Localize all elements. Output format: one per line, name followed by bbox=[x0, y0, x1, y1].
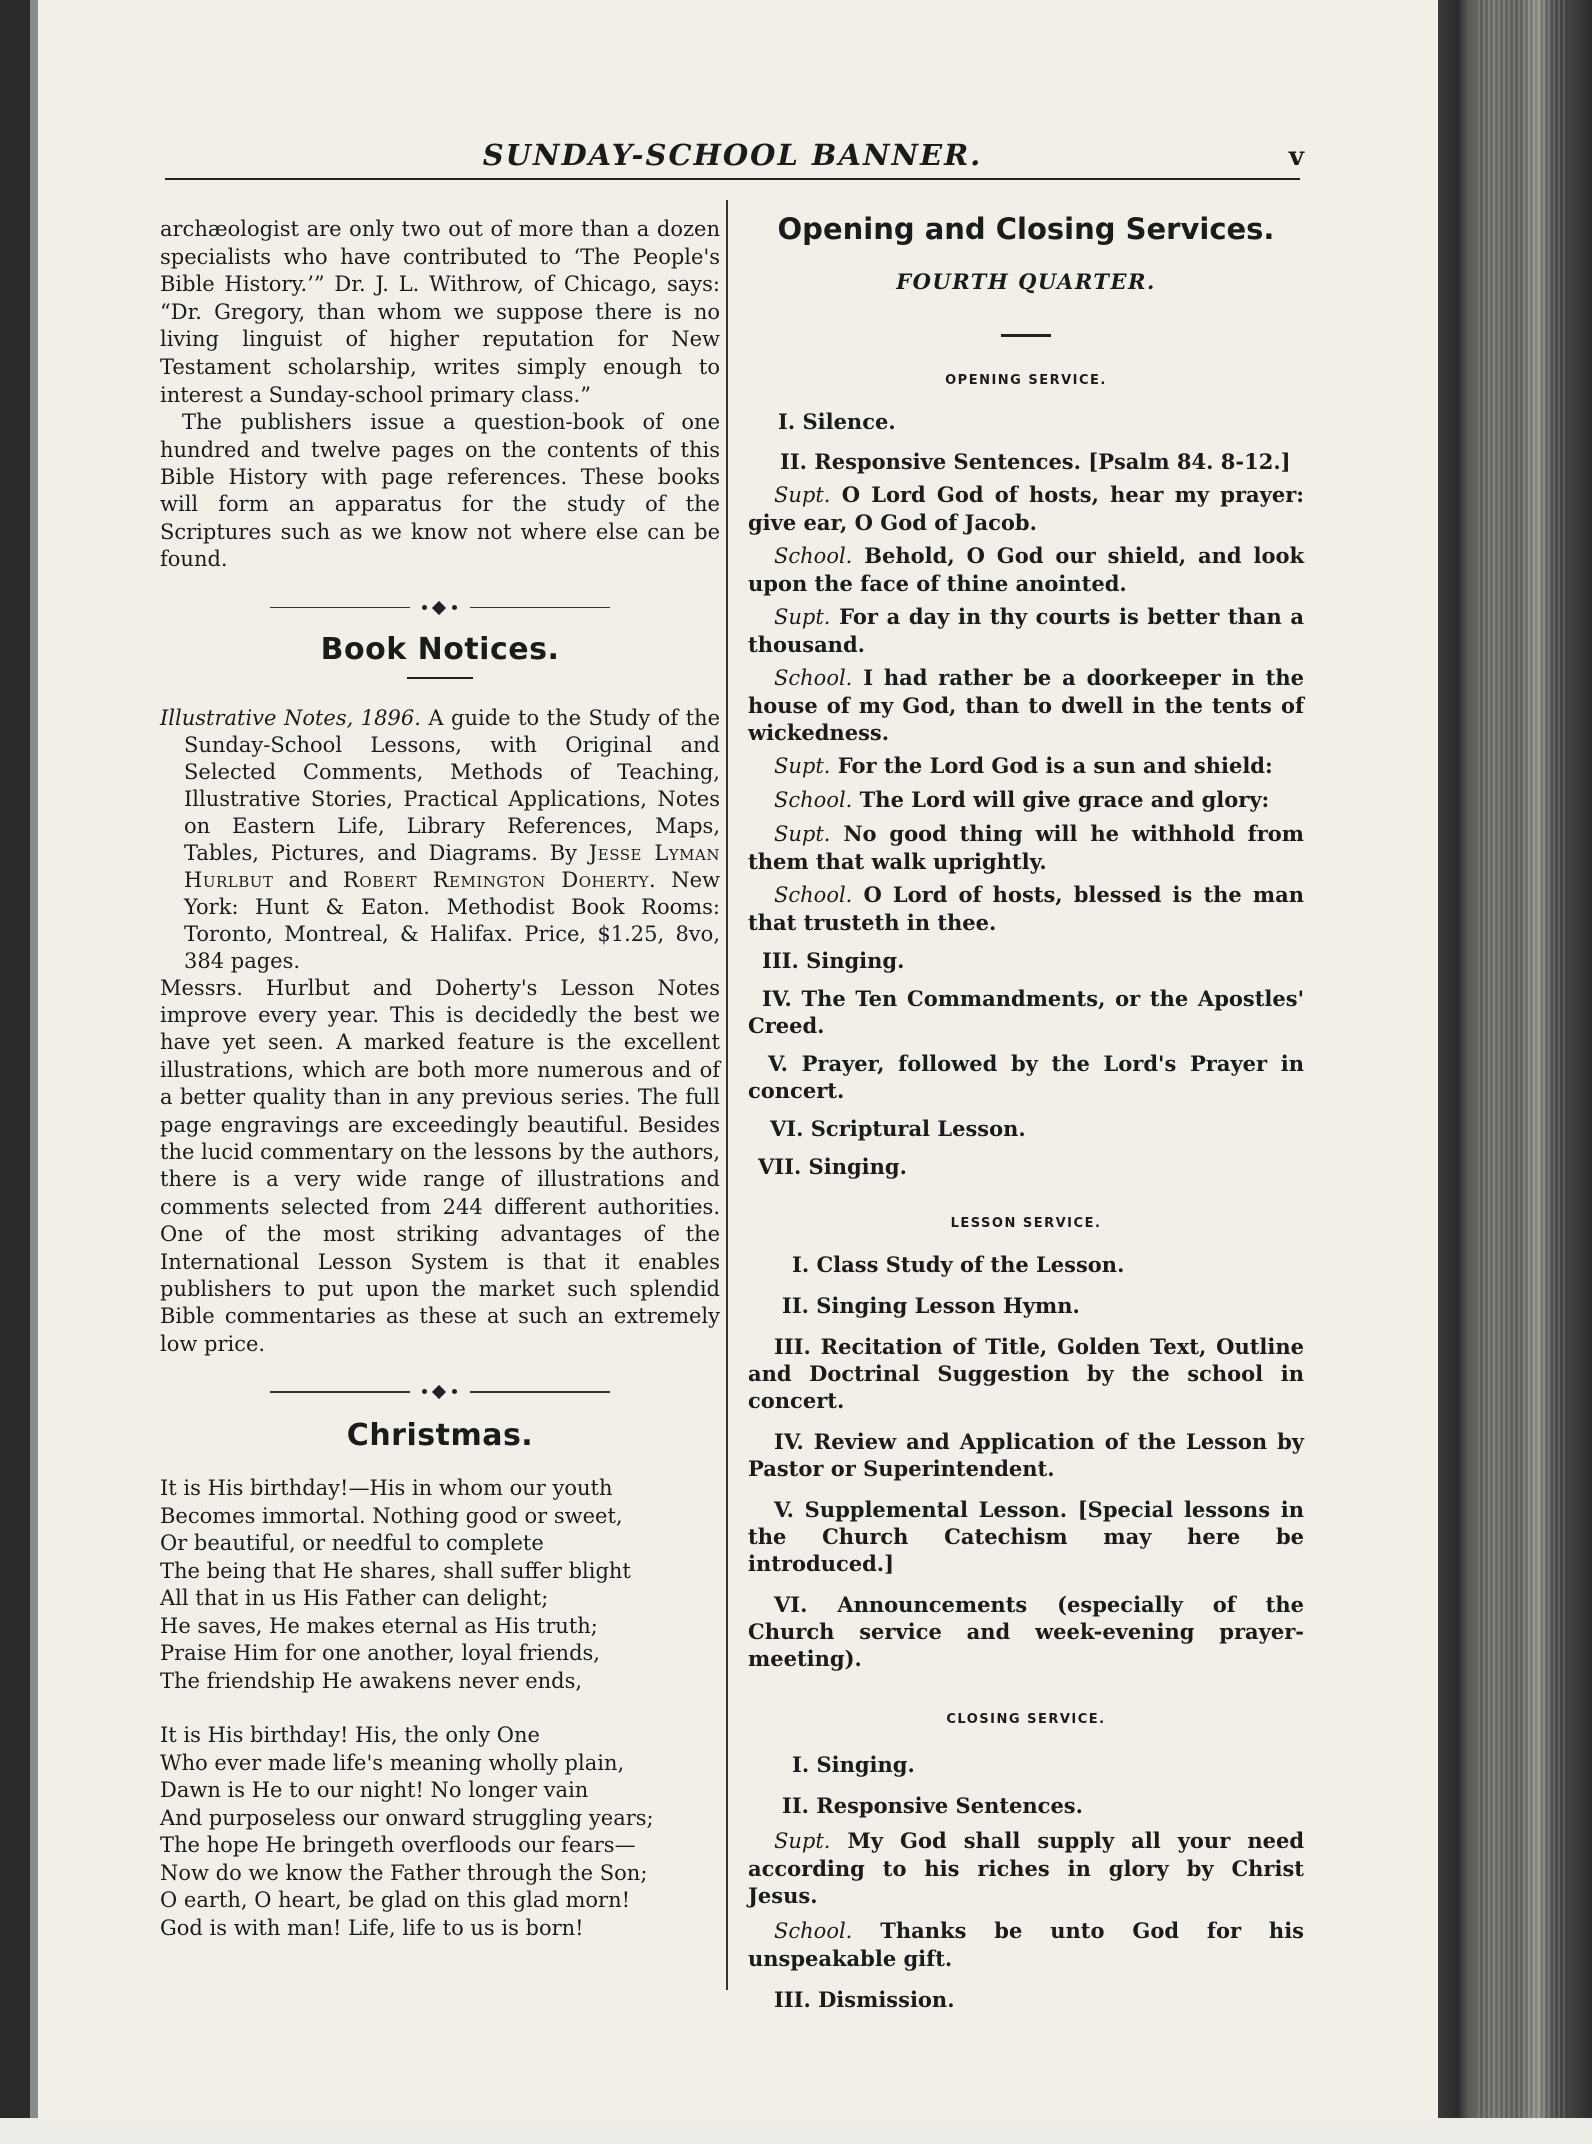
sentence-text: O Lord God of hosts, hear my prayer: give ear, O God of Jacob. bbox=[748, 482, 1305, 535]
quarter-subheading: FOURTH QUARTER. bbox=[896, 269, 1156, 294]
poem-line: Or beautiful, or needful to complete bbox=[160, 1531, 544, 1556]
lesson-service-heading: LESSON SERVICE. bbox=[950, 1216, 1102, 1231]
responsive-sentence bbox=[748, 1827, 1304, 1909]
speaker-label: School. bbox=[774, 666, 853, 690]
order-item: IV. Review and Application of the Lesson by Pastor or Superintendent. bbox=[748, 1429, 1304, 1481]
poem-line: The friendship He awakens never ends, bbox=[160, 1668, 583, 1693]
sentence-text: My God shall supply all your need according to his riches in glory by Christ Jesus. bbox=[748, 1828, 1304, 1908]
order-item: I. Singing. bbox=[792, 1752, 915, 1777]
order-item: II. Responsive Sentences. [Psalm 84. 8-12.] bbox=[780, 449, 1291, 474]
left-column bbox=[160, 216, 720, 1942]
poem-line: It is His birthday! His, the only One bbox=[160, 1723, 540, 1748]
poem-line: O earth, O heart, be glad on this glad morn! bbox=[160, 1888, 631, 1913]
opening-service-heading: OPENING SERVICE. bbox=[945, 373, 1107, 388]
order-item: II. Singing Lesson Hymn. bbox=[782, 1293, 1080, 1318]
poem-stanza bbox=[160, 1722, 720, 1942]
order-item: I. Silence. bbox=[778, 409, 896, 434]
section-ornament bbox=[270, 1382, 610, 1402]
poem-line: Now do we know the Father through the Son; bbox=[160, 1860, 648, 1885]
publication-details: New York: Hunt & Eaton. Methodist Book Rooms: Toronto, Montreal, & Halifax. Price, $1.25, 8vo, 384 pages. bbox=[184, 867, 721, 973]
header-rule bbox=[165, 178, 1300, 180]
order-item: VI. Announcements (especially of the Church service and week-evening prayer-meeting). bbox=[748, 1592, 1304, 1671]
sentence-text: Thanks be unto God for his unspeakable gift. bbox=[748, 1918, 1304, 1971]
speaker-label: School. bbox=[774, 788, 853, 812]
poem-line: The hope He bringeth overfloods our fears— bbox=[160, 1833, 636, 1858]
responsive-sentence bbox=[748, 786, 1304, 814]
author-name: Jesse Lyman Hurlbut bbox=[184, 840, 720, 892]
book-notices-heading: Book Notices. bbox=[320, 631, 560, 667]
intro-paragraph: archæologist are only two out of more than a dozen specialists who have contributed to ‘The People's Bible History.’” Dr. J. L. Withrow, of Chicago, says: “Dr. Gregory, than whom we suppose there is no living linguist of higher reputation for New Testament scholarship, writes simply enough to interest a Sunday-school primary class.” bbox=[160, 217, 720, 407]
sentence-text: The Lord will give grace and glory: bbox=[859, 787, 1270, 812]
responsive-sentence bbox=[748, 542, 1304, 597]
column-divider bbox=[726, 200, 728, 1990]
scan-left-margin bbox=[0, 0, 38, 2144]
ornament-line bbox=[470, 607, 610, 609]
publishers-paragraph: The publishers issue a question-book of one hundred and twelve pages on the contents of this Bible History with page references. These books will form an apparatus for the study of the Scriptures such as we know not where else can be found. bbox=[160, 410, 720, 572]
poem-line: It is His birthday!—His in whom our youth bbox=[160, 1476, 613, 1501]
ornament-diamond bbox=[432, 601, 446, 615]
speaker-label: School. bbox=[774, 544, 853, 568]
ornament-dot bbox=[422, 1389, 427, 1394]
stanza-gap bbox=[160, 1695, 720, 1722]
order-item: I. Class Study of the Lesson. bbox=[792, 1252, 1125, 1277]
right-column bbox=[748, 212, 1304, 2013]
book-description: A guide to the Study of the Sunday-School Lessons, with Original and Selected Comments, Methods of Teaching, Illustrative Stories, Practical Applications, Notes on Eastern Life, Library References, Maps, Tables, Pictures, and Diagrams. By bbox=[184, 705, 720, 865]
review-paragraph: Messrs. Hurlbut and Doherty's Lesson Notes improve every year. This is decidedly the best we have yet seen. A marked feature is the excellent illustrations, which are both more numerous and of a better quality than in any previous series. The full page engravings are exceedingly beautiful. Besides the lucid commentary on the lessons by the authors, there is a very wide range of illustrations and comments selected from 244 different authorities. One of the most striking advantages of the International Lesson System is that it enables publishers to put upon the market such splendid Bible commentaries as these at such an extremely low price. bbox=[160, 975, 720, 1356]
speaker-label: School. bbox=[774, 1919, 853, 1943]
speaker-label: Supt. bbox=[774, 754, 831, 778]
poem-line: God is with man! Life, life to us is born! bbox=[160, 1915, 584, 1940]
speaker-label: Supt. bbox=[774, 1829, 831, 1853]
ornament-line bbox=[270, 1391, 410, 1393]
sentence-text: For the Lord God is a sun and shield: bbox=[837, 753, 1273, 778]
scan-bottom-margin bbox=[0, 2118, 1592, 2144]
sentence-text: For a day in thy courts is better than a thousand. bbox=[748, 604, 1305, 657]
services-heading: Opening and Closing Services. bbox=[777, 212, 1275, 246]
responsive-sentence bbox=[748, 881, 1304, 936]
responsive-sentence bbox=[748, 752, 1304, 780]
author-name: Robert Remington Doherty. bbox=[343, 867, 657, 892]
responsive-sentence bbox=[748, 481, 1304, 536]
christmas-heading: Christmas. bbox=[346, 1418, 534, 1454]
book-title: Illustrative Notes, 1896. bbox=[160, 705, 421, 730]
order-item: VI. Scriptural Lesson. bbox=[770, 1116, 1026, 1141]
order-item: II. Responsive Sentences. bbox=[782, 1793, 1083, 1818]
sentence-text: No good thing will he withhold from them that walk uprightly. bbox=[748, 821, 1304, 874]
order-item: V. Prayer, followed by the Lord's Prayer in concert. bbox=[748, 1051, 1304, 1103]
order-item: III. Dismission. bbox=[774, 1987, 955, 2012]
responsive-sentence bbox=[748, 603, 1304, 658]
poem-line: Who ever made life's meaning wholly plain, bbox=[160, 1750, 625, 1775]
responsive-sentence bbox=[748, 1917, 1304, 1972]
page-number: v bbox=[1288, 142, 1304, 172]
order-item: III. Singing. bbox=[762, 948, 905, 973]
running-title: SUNDAY-SCHOOL BANNER. bbox=[482, 138, 983, 172]
order-item: V. Supplemental Lesson. [Special lessons in the Church Catechism may here be introduced.] bbox=[748, 1497, 1304, 1576]
poem-line: And purposeless our onward struggling years; bbox=[160, 1805, 654, 1830]
christmas-poem bbox=[160, 1475, 720, 1942]
sentence-text: O Lord of hosts, blessed is the man that trusteth in thee. bbox=[748, 882, 1305, 935]
heading-rule bbox=[1001, 334, 1051, 337]
section-ornament bbox=[270, 598, 610, 618]
ornament-diamond bbox=[432, 1385, 446, 1399]
order-item: VII. Singing. bbox=[758, 1154, 907, 1179]
ornament-line bbox=[470, 1391, 610, 1393]
poem-line: He saves, He makes eternal as His truth; bbox=[160, 1613, 598, 1638]
poem-line: All that in us His Father can delight; bbox=[160, 1586, 549, 1611]
speaker-label: Supt. bbox=[774, 605, 831, 629]
speaker-label: Supt. bbox=[774, 822, 831, 846]
ornament-dot bbox=[452, 605, 457, 610]
order-item: IV. The Ten Commandments, or the Apostles' Creed. bbox=[748, 986, 1304, 1038]
poem-stanza bbox=[160, 1475, 720, 1695]
responsive-sentence bbox=[748, 664, 1304, 746]
speaker-label: School. bbox=[774, 883, 853, 907]
responsive-sentence bbox=[748, 820, 1304, 875]
author-conjunction: and bbox=[288, 867, 328, 892]
order-item: III. Recitation of Title, Golden Text, Outline and Doctrinal Suggestion by the school in concert. bbox=[748, 1334, 1304, 1413]
sentence-text: Behold, O God our shield, and look upon the face of thine anointed. bbox=[748, 543, 1305, 596]
ornament-dot bbox=[452, 1389, 457, 1394]
closing-service-heading: CLOSING SERVICE. bbox=[946, 1712, 1106, 1727]
poem-line: Praise Him for one another, loyal friends, bbox=[160, 1641, 600, 1666]
ornament-dot bbox=[422, 605, 427, 610]
ornament-line bbox=[270, 607, 410, 609]
sentence-text: I had rather be a doorkeeper in the house of my God, than to dwell in the tents of wickedness. bbox=[748, 665, 1304, 745]
book-page-edges bbox=[1438, 0, 1592, 2144]
speaker-label: Supt. bbox=[774, 483, 831, 507]
poem-line: The being that He shares, shall suffer blight bbox=[160, 1558, 631, 1583]
heading-rule bbox=[407, 677, 473, 679]
poem-line: Dawn is He to our night! No longer vain bbox=[160, 1778, 589, 1803]
page-header bbox=[165, 138, 1304, 178]
poem-line: Becomes immortal. Nothing good or sweet, bbox=[160, 1503, 623, 1528]
book-notice-entry bbox=[160, 705, 720, 975]
